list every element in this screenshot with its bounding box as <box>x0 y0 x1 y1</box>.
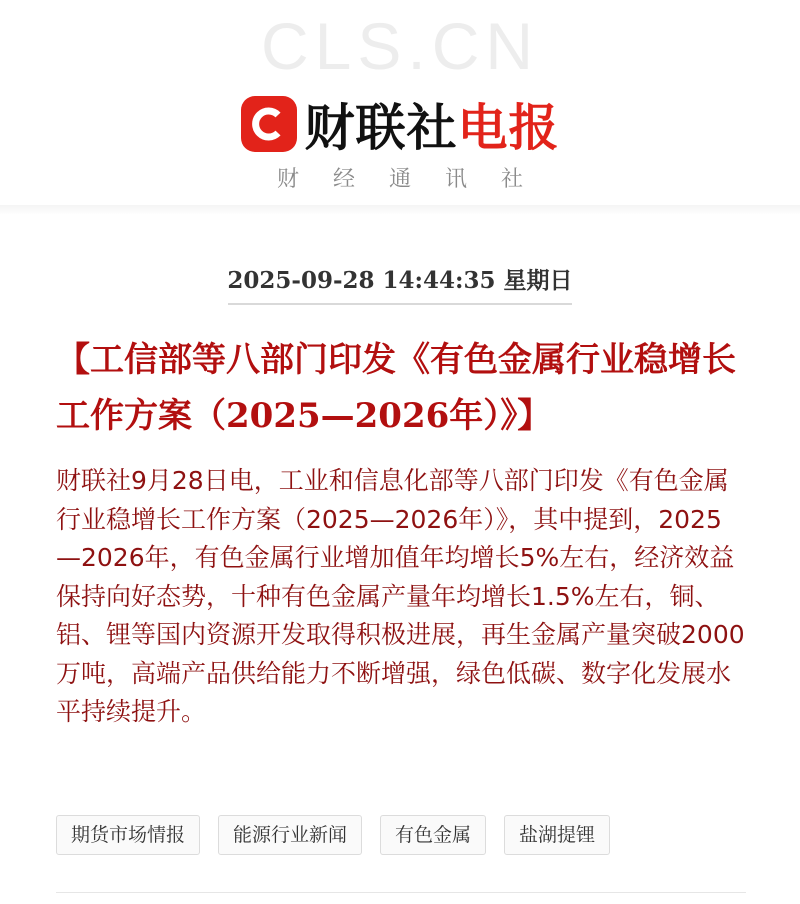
brand-name <box>305 88 560 160</box>
cls-logo-icon <box>241 96 297 152</box>
brand-subtitle: 财经通讯社 <box>276 167 557 192</box>
tag-salt-lake-lithium[interactable]: 盐湖提锂 <box>504 815 610 855</box>
tag-nonferrous-metals[interactable]: 有色金属 <box>380 815 486 855</box>
article-body: 财联社9月28日电，工业和信息化部等八部门印发《有色金属行业稳增长工作方案（2025—2026年）》，其中提到，2025—2026年，有色金属行业增加值年均增长5%左右，经济效益保持向好态势，十种有色金属产量年均增长1.5%左右，铜、铝、锂等国内资源开发取得积极进展，再生金属产量突破2000万吨，高端产品供给能力不断增强，绿色低碳、数字化发展水平持续提升。 <box>56 466 745 726</box>
header-divider <box>0 205 800 215</box>
tag-list <box>56 815 610 855</box>
cls-watermark: CLS.CN <box>260 9 540 83</box>
datetime-underline <box>228 303 572 305</box>
article-title: 【工信部等八部门印发《有色金属行业稳增长工作方案（2025—2026年）》】 <box>56 340 736 436</box>
brand-name-accent: 电报 <box>457 99 560 157</box>
footer-divider <box>56 892 746 893</box>
article-datetime: 2025-09-28 14:44:35 星期日 <box>227 267 573 294</box>
brand-name-main: 财联社 <box>304 99 458 157</box>
tag-energy-news[interactable]: 能源行业新闻 <box>218 815 362 855</box>
tag-futures-intel[interactable]: 期货市场情报 <box>56 815 200 855</box>
brand-header <box>0 88 800 160</box>
